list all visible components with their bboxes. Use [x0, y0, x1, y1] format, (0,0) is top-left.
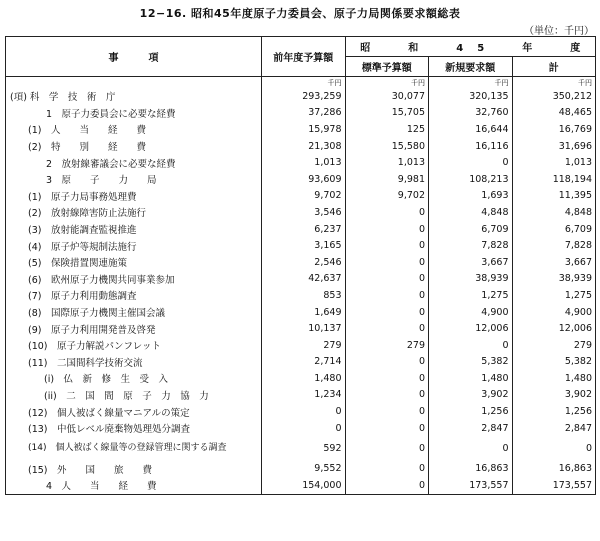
header-total: 計 [512, 57, 596, 77]
row-label: (1) 原子力局事務処理費 [6, 188, 262, 205]
standard-cell: 0 [345, 387, 429, 404]
table-row [6, 138, 596, 155]
total-cell: 350,212 [512, 88, 596, 105]
row-label: (7) 原子力利用動態調査 [6, 287, 262, 304]
prev-budget-cell: 9,702 [262, 188, 346, 205]
table-row [6, 337, 596, 354]
header-item: 事 項 [6, 37, 262, 77]
new-request-cell: 38,939 [429, 271, 513, 288]
new-request-cell: 16,116 [429, 138, 513, 155]
header-new-request: 新規要求額 [429, 57, 513, 77]
total-cell: 1,013 [512, 154, 596, 171]
standard-cell: 0 [345, 370, 429, 387]
total-cell: 3,902 [512, 387, 596, 404]
total-cell: 11,395 [512, 188, 596, 205]
prev-budget-cell: 3,546 [262, 204, 346, 221]
total-cell: 1,275 [512, 287, 596, 304]
new-request-cell: 1,256 [429, 403, 513, 420]
table-row [6, 387, 596, 404]
row-label: (項) 科 学 技 術 庁 [6, 88, 262, 105]
prev-budget-cell: 154,000 [262, 477, 346, 494]
row-label: (15) 外 国 旅 費 [6, 460, 262, 477]
prev-budget-cell: 10,137 [262, 320, 346, 337]
new-request-cell: 1,480 [429, 370, 513, 387]
new-request-cell: 12,006 [429, 320, 513, 337]
table-row [6, 477, 596, 494]
prev-budget-cell: 293,259 [262, 88, 346, 105]
row-label: (9) 原子力利用開発普及啓発 [6, 320, 262, 337]
table-row [6, 287, 596, 304]
table-row [6, 403, 596, 420]
row-label: (13) 中低レベル廃棄物処理処分調査 [6, 420, 262, 437]
unit-row [6, 77, 596, 89]
header-standard: 標準予算額 [345, 57, 429, 77]
new-request-cell: 0 [429, 337, 513, 354]
unit-mark: 千円 [512, 77, 596, 89]
prev-budget-cell: 1,234 [262, 387, 346, 404]
row-label: (ii) 二 国 間 原 子 力 協 力 [6, 387, 262, 404]
unit-mark: 千円 [345, 77, 429, 89]
total-cell: 12,006 [512, 320, 596, 337]
new-request-cell: 1,275 [429, 287, 513, 304]
standard-cell: 30,077 [345, 88, 429, 105]
standard-cell: 0 [345, 436, 429, 460]
total-cell: 38,939 [512, 271, 596, 288]
total-cell: 6,709 [512, 221, 596, 238]
standard-cell: 9,981 [345, 171, 429, 188]
header-prev-budget: 前年度予算額 [262, 37, 346, 77]
table-row [6, 88, 596, 105]
row-label: (3) 放射能調査監視推進 [6, 221, 262, 238]
new-request-cell: 4,848 [429, 204, 513, 221]
row-label: (12) 個人被ばく線量マニアルの策定 [6, 403, 262, 420]
new-request-cell: 2,847 [429, 420, 513, 437]
row-label: 1 原子力委員会に必要な経費 [6, 105, 262, 122]
standard-cell: 0 [345, 320, 429, 337]
standard-cell: 0 [345, 420, 429, 437]
total-cell: 173,557 [512, 477, 596, 494]
standard-cell: 0 [345, 403, 429, 420]
new-request-cell: 7,828 [429, 237, 513, 254]
total-cell: 1,480 [512, 370, 596, 387]
standard-cell: 0 [345, 354, 429, 371]
unit-mark: 千円 [262, 77, 346, 89]
row-label: 3 原 子 力 局 [6, 171, 262, 188]
new-request-cell: 320,135 [429, 88, 513, 105]
total-cell: 0 [512, 436, 596, 460]
prev-budget-cell: 279 [262, 337, 346, 354]
standard-cell: 0 [345, 237, 429, 254]
unit-mark: 千円 [429, 77, 513, 89]
table-row [6, 171, 596, 188]
standard-cell: 0 [345, 221, 429, 238]
standard-cell: 0 [345, 254, 429, 271]
row-label: (11) 二国間科学技術交流 [6, 354, 262, 371]
standard-cell: 15,580 [345, 138, 429, 155]
prev-budget-cell: 1,013 [262, 154, 346, 171]
standard-cell: 15,705 [345, 105, 429, 122]
table-row [6, 188, 596, 205]
prev-budget-cell: 3,165 [262, 237, 346, 254]
total-cell: 7,828 [512, 237, 596, 254]
new-request-cell: 0 [429, 154, 513, 171]
new-request-cell: 4,900 [429, 304, 513, 321]
new-request-cell: 32,760 [429, 105, 513, 122]
table-row [6, 354, 596, 371]
new-request-cell: 0 [429, 436, 513, 460]
table-row [6, 436, 596, 460]
prev-budget-cell: 2,546 [262, 254, 346, 271]
new-request-cell: 1,693 [429, 188, 513, 205]
total-cell: 118,194 [512, 171, 596, 188]
prev-budget-cell: 0 [262, 403, 346, 420]
total-cell: 16,863 [512, 460, 596, 477]
total-cell: 5,382 [512, 354, 596, 371]
standard-cell: 0 [345, 271, 429, 288]
prev-budget-cell: 0 [262, 420, 346, 437]
budget-table [5, 36, 596, 495]
total-cell: 48,465 [512, 105, 596, 122]
standard-cell: 0 [345, 304, 429, 321]
row-label: (4) 原子炉等規制法施行 [6, 237, 262, 254]
new-request-cell: 3,902 [429, 387, 513, 404]
table-row [6, 304, 596, 321]
prev-budget-cell: 1,649 [262, 304, 346, 321]
standard-cell: 9,702 [345, 188, 429, 205]
row-label: (10) 原子力解説パンフレット [6, 337, 262, 354]
row-label: (6) 欧州原子力機関共同事業参加 [6, 271, 262, 288]
table-row [6, 420, 596, 437]
total-cell: 1,256 [512, 403, 596, 420]
row-label: (1) 人 当 経 費 [6, 121, 262, 138]
table-row [6, 221, 596, 238]
standard-cell: 0 [345, 460, 429, 477]
prev-budget-cell: 592 [262, 436, 346, 460]
row-label: (2) 特 別 経 費 [6, 138, 262, 155]
new-request-cell: 16,644 [429, 121, 513, 138]
standard-cell: 0 [345, 204, 429, 221]
total-cell: 4,848 [512, 204, 596, 221]
total-cell: 31,696 [512, 138, 596, 155]
total-cell: 279 [512, 337, 596, 354]
standard-cell: 279 [345, 337, 429, 354]
total-cell: 2,847 [512, 420, 596, 437]
row-label: (8) 国際原子力機関主催国会議 [6, 304, 262, 321]
row-label: 2 放射線審議会に必要な経費 [6, 154, 262, 171]
prev-budget-cell: 93,609 [262, 171, 346, 188]
row-label: 4 人 当 経 費 [6, 477, 262, 494]
unit-note: （単位：千円） [524, 26, 594, 37]
prev-budget-cell: 2,714 [262, 354, 346, 371]
row-label: (5) 保険措置関連施策 [6, 254, 262, 271]
prev-budget-cell: 15,978 [262, 121, 346, 138]
total-cell: 4,900 [512, 304, 596, 321]
page-title: 12−16. 昭和45年度原子力委員会、原子力局関係要求額総表 [139, 7, 461, 20]
table-row [6, 121, 596, 138]
total-cell: 16,769 [512, 121, 596, 138]
new-request-cell: 16,863 [429, 460, 513, 477]
prev-budget-cell: 853 [262, 287, 346, 304]
new-request-cell: 3,667 [429, 254, 513, 271]
prev-budget-cell: 1,480 [262, 370, 346, 387]
prev-budget-cell: 37,286 [262, 105, 346, 122]
table-row [6, 460, 596, 477]
prev-budget-cell: 42,637 [262, 271, 346, 288]
standard-cell: 125 [345, 121, 429, 138]
row-label: (2) 放射線障害防止法施行 [6, 204, 262, 221]
prev-budget-cell: 21,308 [262, 138, 346, 155]
standard-cell: 0 [345, 287, 429, 304]
header-fiscal-year: 昭 和 45 年 度 [345, 37, 596, 57]
table-row [6, 271, 596, 288]
table-row [6, 154, 596, 171]
standard-cell: 0 [345, 477, 429, 494]
prev-budget-cell: 9,552 [262, 460, 346, 477]
row-label: (i) 仏 新 修 生 受 入 [6, 370, 262, 387]
total-cell: 3,667 [512, 254, 596, 271]
table-row [6, 237, 596, 254]
new-request-cell: 6,709 [429, 221, 513, 238]
table-row [6, 204, 596, 221]
table-row [6, 254, 596, 271]
table-row [6, 320, 596, 337]
table-row [6, 370, 596, 387]
new-request-cell: 5,382 [429, 354, 513, 371]
new-request-cell: 108,213 [429, 171, 513, 188]
table-row [6, 105, 596, 122]
standard-cell: 1,013 [345, 154, 429, 171]
row-label: (14) 個人被ばく線量等の登録管理に関する調査 [6, 436, 262, 460]
new-request-cell: 173,557 [429, 477, 513, 494]
prev-budget-cell: 6,237 [262, 221, 346, 238]
